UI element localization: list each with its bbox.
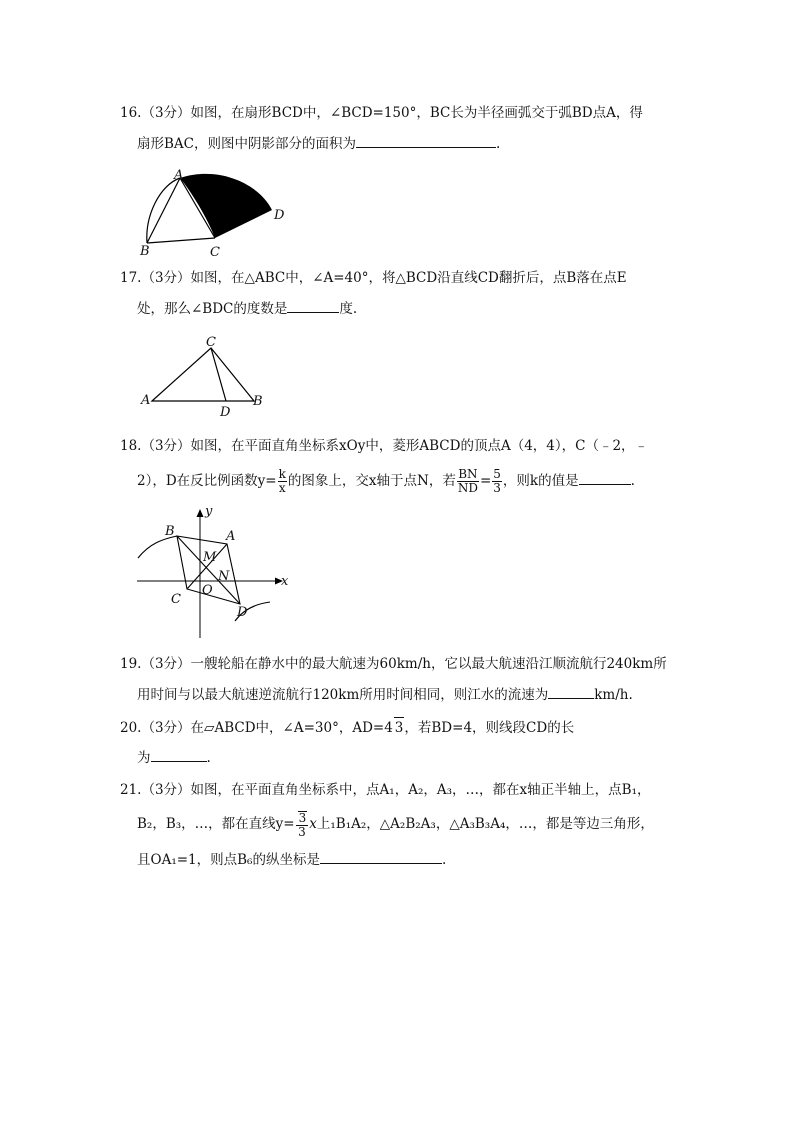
q17-line2-tail: 度.	[339, 301, 358, 317]
q18-ratio-den: ND	[457, 481, 478, 495]
q18-value-num: 5	[493, 467, 501, 481]
q18-value-fraction	[492, 468, 502, 495]
q18-label-B: B	[165, 524, 175, 539]
q17-line2	[137, 299, 357, 319]
q20-line1	[120, 717, 574, 738]
q18-func-den: x	[278, 481, 286, 495]
q21-line1: 21.（3分）如图，在平面直角坐标系中，点A₁，A₂，A₃，…，都在x轴正半轴上，点B₁，	[120, 782, 651, 798]
q18-label-O: O	[202, 583, 213, 598]
q18-line2-c: ，则k的值是	[502, 473, 579, 489]
q18-line2-a: 2），D在反比例函数	[137, 473, 258, 489]
q17-line2-text: 处，那么∠BDC的度数是	[137, 301, 288, 317]
q18-value-den: 3	[493, 481, 501, 495]
q21-line-y: y=	[275, 816, 295, 832]
q18-label-D: D	[237, 605, 248, 620]
q20-answer-blank[interactable]	[151, 748, 207, 762]
q21-line3	[137, 850, 446, 870]
q20-sqrt: 3	[394, 717, 405, 738]
q18-line1: 18.（3分）如图，在平面直角坐标系xOy中，菱形ABCD的顶点A（4，4），C（﹣2，﹣	[120, 438, 649, 454]
q21-fraction	[296, 811, 309, 839]
q20-end: .	[206, 750, 211, 766]
q19-answer-blank[interactable]	[548, 685, 594, 699]
q16-label-A: A	[174, 168, 184, 183]
q17-label-A: A	[141, 393, 151, 408]
q18-line2-b: 的图象上，交x轴于点N，若	[287, 473, 456, 489]
q18-func-fraction	[278, 468, 287, 495]
q21-line-x: x	[309, 816, 317, 832]
q20-line2	[137, 748, 211, 768]
q21-end: .	[441, 852, 447, 868]
q18-label-x: x	[281, 574, 289, 589]
q18-end: .	[630, 473, 635, 489]
q16-end: .	[496, 136, 501, 152]
q18-line2	[137, 466, 635, 496]
q18-label-y: y	[205, 504, 213, 519]
q21-line2-a: B₂，B₃，…，都在直线	[137, 816, 276, 832]
q21-line2-b: 上₁B₁A₂，△A₂B₂A₃，△A₃B₃A₄，…，都是等边三角形，	[316, 816, 654, 832]
q18-figure	[135, 503, 295, 643]
q16-shaded-region	[180, 174, 272, 238]
q18-func-num: k	[278, 467, 286, 481]
q18-ratio-fraction	[457, 468, 479, 495]
q21-answer-blank[interactable]	[320, 850, 442, 864]
q18-y-arrow	[197, 509, 204, 517]
q16-answer-blank[interactable]	[356, 134, 496, 148]
q20-line1-b: ，若BD=4，则线段CD的长	[404, 720, 575, 736]
q16-segment-BC	[147, 238, 215, 243]
q17-label-B: B	[253, 394, 263, 409]
q17-label-C: C	[206, 335, 216, 350]
q18-label-M: M	[203, 550, 217, 565]
q17-figure	[138, 332, 273, 422]
q16-figure	[135, 165, 295, 260]
q19-line2-a: 用时间与以最大航速逆流航行120km所用时间相同，则江水的流速为	[137, 687, 549, 703]
q16-label-B: B	[140, 244, 150, 259]
q16-line1: 16.（3分）如图，在扇形BCD中，∠BCD=150°，BC长为半径画弧交于弧BD点A，得	[120, 105, 643, 121]
q17-label-D: D	[220, 405, 231, 420]
q21-sqrt: 3	[298, 810, 307, 825]
q16-line2-text: 扇形BAC，则图中阴影部分的面积为	[137, 136, 356, 152]
q19-line2	[137, 685, 633, 705]
q16-line2	[137, 134, 500, 154]
q18-label-A: A	[226, 529, 236, 544]
q21-line2	[137, 806, 654, 842]
q18-label-C: C	[171, 592, 181, 607]
q19-line2-b: km/h.	[594, 687, 633, 703]
q18-func-y: y=	[257, 473, 277, 489]
q21-fraction-num	[296, 811, 309, 826]
q21-fraction-den: 3	[298, 824, 306, 839]
q20-line1-a: 20.（3分）在▱ABCD中，∠A=30°，AD=4	[120, 720, 393, 736]
q19-line1: 19.（3分）一艘轮船在静水中的最大航速为60km/h，它以最大航速沿江顺流航行240km所	[120, 656, 667, 672]
q16-label-D: D	[274, 208, 285, 223]
q17-triangle-ABC	[152, 348, 254, 401]
q21-line3-a: 且OA₁=1，则点B₆的纵坐标是	[137, 852, 320, 868]
q17-line1: 17.（3分）如图，在△ABC中，∠A=40°，将△BCD沿直线CD翻折后，点B落在点E	[120, 270, 627, 286]
q18-eq: =	[479, 473, 492, 489]
q17-answer-blank[interactable]	[287, 299, 339, 313]
q20-line2-a: 为	[137, 750, 151, 766]
q18-answer-blank[interactable]	[579, 471, 631, 485]
q18-hyperbola-upper	[138, 536, 177, 558]
q16-label-C: C	[210, 245, 220, 260]
q18-ratio-num: BN	[458, 467, 478, 481]
q17-segment-CD	[211, 348, 226, 401]
q18-label-N: N	[218, 569, 230, 584]
